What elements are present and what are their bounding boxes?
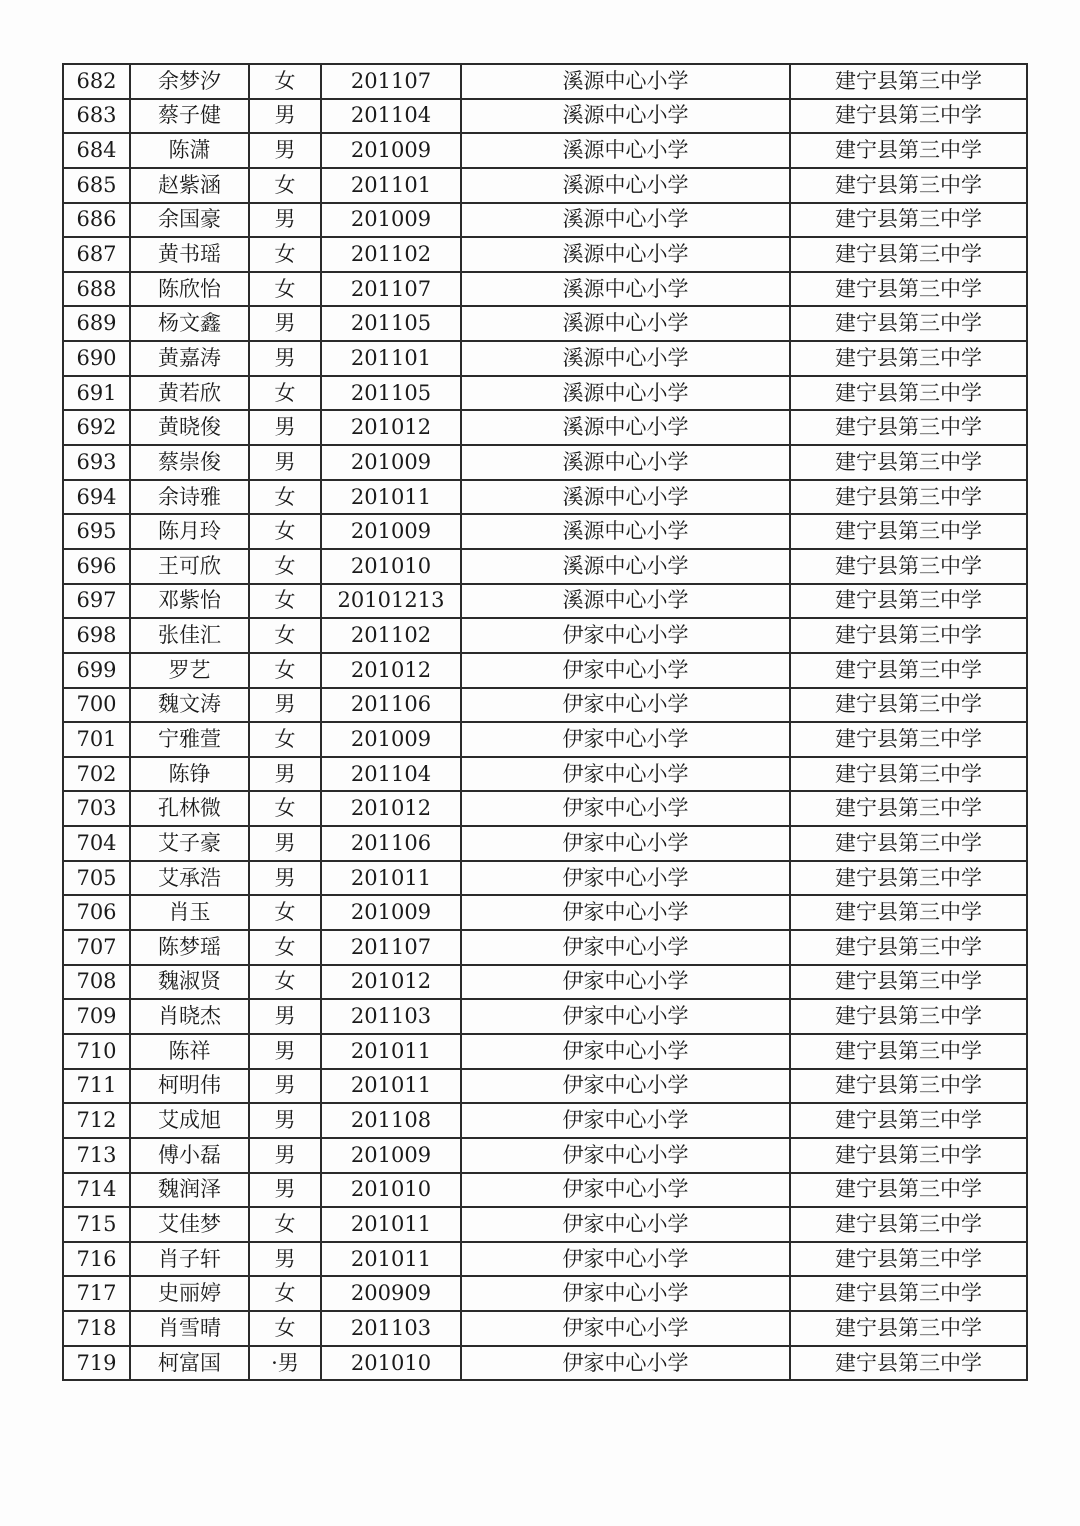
gender: 女 xyxy=(249,480,321,515)
assigned-middle-school: 建宁县第三中学 xyxy=(790,1173,1027,1208)
assigned-middle-school: 建宁县第三中学 xyxy=(790,480,1027,515)
student-name: 柯富国 xyxy=(130,1346,249,1381)
gender: 女 xyxy=(249,584,321,619)
student-name: 蔡崇俊 xyxy=(130,445,249,480)
assigned-middle-school: 建宁县第三中学 xyxy=(790,306,1027,341)
primary-school: 伊家中心小学 xyxy=(461,930,790,965)
primary-school: 溪源中心小学 xyxy=(461,410,790,445)
birth-date: 201108 xyxy=(321,1103,461,1138)
primary-school: 伊家中心小学 xyxy=(461,688,790,723)
birth-date: 201106 xyxy=(321,688,461,723)
assigned-middle-school: 建宁县第三中学 xyxy=(790,376,1027,411)
assigned-middle-school: 建宁县第三中学 xyxy=(790,757,1027,792)
gender: 女 xyxy=(249,1276,321,1311)
student-name: 余梦汐 xyxy=(130,64,249,99)
primary-school: 伊家中心小学 xyxy=(461,826,790,861)
assigned-middle-school: 建宁县第三中学 xyxy=(790,168,1027,203)
gender: 男 xyxy=(249,203,321,238)
assigned-middle-school: 建宁县第三中学 xyxy=(790,64,1027,99)
student-name: 黄晓俊 xyxy=(130,410,249,445)
row-number: 709 xyxy=(63,999,130,1034)
row-number: 699 xyxy=(63,653,130,688)
student-name: 艾佳梦 xyxy=(130,1207,249,1242)
student-name: 柯明伟 xyxy=(130,1069,249,1104)
row-number: 708 xyxy=(63,965,130,1000)
assigned-middle-school: 建宁县第三中学 xyxy=(790,1069,1027,1104)
assigned-middle-school: 建宁县第三中学 xyxy=(790,861,1027,896)
table-row xyxy=(63,791,1027,826)
primary-school: 溪源中心小学 xyxy=(461,306,790,341)
table-row xyxy=(63,480,1027,515)
table-row xyxy=(63,99,1027,134)
student-name: 杨文鑫 xyxy=(130,306,249,341)
row-number: 719 xyxy=(63,1346,130,1381)
gender: 女 xyxy=(249,965,321,1000)
primary-school: 溪源中心小学 xyxy=(461,584,790,619)
row-number: 701 xyxy=(63,722,130,757)
assigned-middle-school: 建宁县第三中学 xyxy=(790,99,1027,134)
student-name: 蔡子健 xyxy=(130,99,249,134)
birth-date: 201009 xyxy=(321,133,461,168)
row-number: 689 xyxy=(63,306,130,341)
table-row xyxy=(63,826,1027,861)
assigned-middle-school: 建宁县第三中学 xyxy=(790,722,1027,757)
primary-school: 溪源中心小学 xyxy=(461,272,790,307)
student-name: 傅小磊 xyxy=(130,1138,249,1173)
student-name: 张佳汇 xyxy=(130,618,249,653)
row-number: 684 xyxy=(63,133,130,168)
table-row xyxy=(63,549,1027,584)
assigned-middle-school: 建宁县第三中学 xyxy=(790,653,1027,688)
table-row xyxy=(63,1276,1027,1311)
primary-school: 伊家中心小学 xyxy=(461,1242,790,1277)
birth-date: 201011 xyxy=(321,1034,461,1069)
student-name: 王可欣 xyxy=(130,549,249,584)
row-number: 715 xyxy=(63,1207,130,1242)
assigned-middle-school: 建宁县第三中学 xyxy=(790,584,1027,619)
table-row xyxy=(63,306,1027,341)
gender: 男 xyxy=(249,306,321,341)
table-row xyxy=(63,445,1027,480)
table-row xyxy=(63,1173,1027,1208)
student-name: 陈潇 xyxy=(130,133,249,168)
row-number: 697 xyxy=(63,584,130,619)
gender: 男 xyxy=(249,1138,321,1173)
table-row xyxy=(63,410,1027,445)
primary-school: 溪源中心小学 xyxy=(461,514,790,549)
row-number: 717 xyxy=(63,1276,130,1311)
assigned-middle-school: 建宁县第三中学 xyxy=(790,791,1027,826)
gender: 女 xyxy=(249,376,321,411)
assigned-middle-school: 建宁县第三中学 xyxy=(790,514,1027,549)
primary-school: 溪源中心小学 xyxy=(461,64,790,99)
student-name: 罗艺 xyxy=(130,653,249,688)
assigned-middle-school: 建宁县第三中学 xyxy=(790,1103,1027,1138)
table-row xyxy=(63,64,1027,99)
student-roster-table xyxy=(62,63,1028,1381)
primary-school: 溪源中心小学 xyxy=(461,133,790,168)
table-row xyxy=(63,757,1027,792)
student-name: 宁雅萱 xyxy=(130,722,249,757)
row-number: 682 xyxy=(63,64,130,99)
assigned-middle-school: 建宁县第三中学 xyxy=(790,133,1027,168)
student-name: 魏文涛 xyxy=(130,688,249,723)
birth-date: 201105 xyxy=(321,376,461,411)
assigned-middle-school: 建宁县第三中学 xyxy=(790,1138,1027,1173)
table-row xyxy=(63,965,1027,1000)
assigned-middle-school: 建宁县第三中学 xyxy=(790,1346,1027,1381)
student-name: 余国豪 xyxy=(130,203,249,238)
birth-date: 201009 xyxy=(321,722,461,757)
gender: 女 xyxy=(249,895,321,930)
table-row xyxy=(63,930,1027,965)
row-number: 712 xyxy=(63,1103,130,1138)
table-row xyxy=(63,999,1027,1034)
primary-school: 伊家中心小学 xyxy=(461,791,790,826)
birth-date: 201103 xyxy=(321,1311,461,1346)
row-number: 713 xyxy=(63,1138,130,1173)
student-name: 肖晓杰 xyxy=(130,999,249,1034)
gender: 女 xyxy=(249,272,321,307)
gender: 男 xyxy=(249,445,321,480)
table-row xyxy=(63,1069,1027,1104)
assigned-middle-school: 建宁县第三中学 xyxy=(790,930,1027,965)
birth-date: 201104 xyxy=(321,757,461,792)
assigned-middle-school: 建宁县第三中学 xyxy=(790,445,1027,480)
primary-school: 伊家中心小学 xyxy=(461,1173,790,1208)
birth-date: 201009 xyxy=(321,514,461,549)
row-number: 694 xyxy=(63,480,130,515)
gender: 女 xyxy=(249,514,321,549)
gender: 女 xyxy=(249,1311,321,1346)
student-name: 肖雪晴 xyxy=(130,1311,249,1346)
birth-date: 201009 xyxy=(321,895,461,930)
row-number: 692 xyxy=(63,410,130,445)
gender: 男 xyxy=(249,688,321,723)
primary-school: 伊家中心小学 xyxy=(461,757,790,792)
birth-date: 201107 xyxy=(321,930,461,965)
row-number: 688 xyxy=(63,272,130,307)
gender: 女 xyxy=(249,791,321,826)
table-row xyxy=(63,341,1027,376)
primary-school: 伊家中心小学 xyxy=(461,618,790,653)
gender: 男 xyxy=(249,1103,321,1138)
primary-school: 伊家中心小学 xyxy=(461,1346,790,1381)
primary-school: 伊家中心小学 xyxy=(461,1034,790,1069)
student-name: 艾承浩 xyxy=(130,861,249,896)
birth-date: 200909 xyxy=(321,1276,461,1311)
student-name: 陈祥 xyxy=(130,1034,249,1069)
table-row xyxy=(63,653,1027,688)
primary-school: 伊家中心小学 xyxy=(461,722,790,757)
birth-date: 201012 xyxy=(321,965,461,1000)
assigned-middle-school: 建宁县第三中学 xyxy=(790,272,1027,307)
birth-date: 201012 xyxy=(321,653,461,688)
assigned-middle-school: 建宁县第三中学 xyxy=(790,1034,1027,1069)
birth-date: 201010 xyxy=(321,549,461,584)
gender: ·男 xyxy=(249,1346,321,1381)
gender: 男 xyxy=(249,410,321,445)
birth-date: 201009 xyxy=(321,203,461,238)
row-number: 710 xyxy=(63,1034,130,1069)
student-name: 史丽婷 xyxy=(130,1276,249,1311)
student-name: 赵紫涵 xyxy=(130,168,249,203)
student-name: 黄嘉涛 xyxy=(130,341,249,376)
row-number: 700 xyxy=(63,688,130,723)
gender: 男 xyxy=(249,133,321,168)
student-name: 陈欣怡 xyxy=(130,272,249,307)
primary-school: 溪源中心小学 xyxy=(461,203,790,238)
primary-school: 溪源中心小学 xyxy=(461,376,790,411)
primary-school: 伊家中心小学 xyxy=(461,1069,790,1104)
row-number: 707 xyxy=(63,930,130,965)
student-name: 魏润泽 xyxy=(130,1173,249,1208)
row-number: 696 xyxy=(63,549,130,584)
row-number: 698 xyxy=(63,618,130,653)
birth-date: 201101 xyxy=(321,341,461,376)
primary-school: 溪源中心小学 xyxy=(461,480,790,515)
student-name: 黄书瑶 xyxy=(130,237,249,272)
table-row xyxy=(63,376,1027,411)
primary-school: 伊家中心小学 xyxy=(461,1207,790,1242)
student-name: 艾子豪 xyxy=(130,826,249,861)
table-row xyxy=(63,1242,1027,1277)
gender: 男 xyxy=(249,99,321,134)
gender: 男 xyxy=(249,1242,321,1277)
table-row xyxy=(63,237,1027,272)
primary-school: 溪源中心小学 xyxy=(461,237,790,272)
birth-date: 201107 xyxy=(321,64,461,99)
gender: 男 xyxy=(249,999,321,1034)
primary-school: 溪源中心小学 xyxy=(461,445,790,480)
birth-date: 201011 xyxy=(321,1207,461,1242)
primary-school: 伊家中心小学 xyxy=(461,1311,790,1346)
primary-school: 伊家中心小学 xyxy=(461,1138,790,1173)
student-name: 孔林微 xyxy=(130,791,249,826)
row-number: 711 xyxy=(63,1069,130,1104)
primary-school: 伊家中心小学 xyxy=(461,861,790,896)
assigned-middle-school: 建宁县第三中学 xyxy=(790,999,1027,1034)
assigned-middle-school: 建宁县第三中学 xyxy=(790,1276,1027,1311)
gender: 男 xyxy=(249,1173,321,1208)
assigned-middle-school: 建宁县第三中学 xyxy=(790,1207,1027,1242)
table-row xyxy=(63,895,1027,930)
student-name: 黄若欣 xyxy=(130,376,249,411)
row-number: 693 xyxy=(63,445,130,480)
primary-school: 伊家中心小学 xyxy=(461,653,790,688)
birth-date: 20101213 xyxy=(321,584,461,619)
gender: 女 xyxy=(249,653,321,688)
primary-school: 伊家中心小学 xyxy=(461,965,790,1000)
primary-school: 溪源中心小学 xyxy=(461,549,790,584)
table-row xyxy=(63,688,1027,723)
gender: 女 xyxy=(249,64,321,99)
table-row xyxy=(63,861,1027,896)
birth-date: 201011 xyxy=(321,1069,461,1104)
student-name: 余诗雅 xyxy=(130,480,249,515)
birth-date: 201104 xyxy=(321,99,461,134)
gender: 男 xyxy=(249,1034,321,1069)
birth-date: 201011 xyxy=(321,861,461,896)
birth-date: 201102 xyxy=(321,237,461,272)
student-name: 陈梦瑶 xyxy=(130,930,249,965)
birth-date: 201009 xyxy=(321,1138,461,1173)
row-number: 716 xyxy=(63,1242,130,1277)
table-row xyxy=(63,203,1027,238)
table-row xyxy=(63,1034,1027,1069)
assigned-middle-school: 建宁县第三中学 xyxy=(790,895,1027,930)
row-number: 695 xyxy=(63,514,130,549)
gender: 女 xyxy=(249,168,321,203)
table-row xyxy=(63,1103,1027,1138)
assigned-middle-school: 建宁县第三中学 xyxy=(790,237,1027,272)
birth-date: 201102 xyxy=(321,618,461,653)
birth-date: 201010 xyxy=(321,1173,461,1208)
student-name: 邓紫怡 xyxy=(130,584,249,619)
gender: 男 xyxy=(249,1069,321,1104)
primary-school: 溪源中心小学 xyxy=(461,99,790,134)
row-number: 687 xyxy=(63,237,130,272)
primary-school: 伊家中心小学 xyxy=(461,999,790,1034)
gender: 女 xyxy=(249,1207,321,1242)
row-number: 718 xyxy=(63,1311,130,1346)
primary-school: 伊家中心小学 xyxy=(461,1276,790,1311)
assigned-middle-school: 建宁县第三中学 xyxy=(790,1311,1027,1346)
birth-date: 201106 xyxy=(321,826,461,861)
table-row xyxy=(63,514,1027,549)
student-name: 陈月玲 xyxy=(130,514,249,549)
gender: 男 xyxy=(249,341,321,376)
birth-date: 201105 xyxy=(321,306,461,341)
primary-school: 溪源中心小学 xyxy=(461,341,790,376)
gender: 女 xyxy=(249,618,321,653)
roster-body xyxy=(63,64,1027,1380)
primary-school: 伊家中心小学 xyxy=(461,1103,790,1138)
assigned-middle-school: 建宁县第三中学 xyxy=(790,203,1027,238)
table-row xyxy=(63,722,1027,757)
assigned-middle-school: 建宁县第三中学 xyxy=(790,410,1027,445)
student-name: 肖玉 xyxy=(130,895,249,930)
assigned-middle-school: 建宁县第三中学 xyxy=(790,1242,1027,1277)
row-number: 714 xyxy=(63,1173,130,1208)
birth-date: 201012 xyxy=(321,791,461,826)
row-number: 705 xyxy=(63,861,130,896)
table-row xyxy=(63,168,1027,203)
row-number: 690 xyxy=(63,341,130,376)
student-name: 肖子轩 xyxy=(130,1242,249,1277)
assigned-middle-school: 建宁县第三中学 xyxy=(790,826,1027,861)
row-number: 702 xyxy=(63,757,130,792)
gender: 男 xyxy=(249,861,321,896)
row-number: 703 xyxy=(63,791,130,826)
table-row xyxy=(63,133,1027,168)
birth-date: 201103 xyxy=(321,999,461,1034)
assigned-middle-school: 建宁县第三中学 xyxy=(790,688,1027,723)
gender: 女 xyxy=(249,549,321,584)
gender: 男 xyxy=(249,826,321,861)
birth-date: 201010 xyxy=(321,1346,461,1381)
birth-date: 201012 xyxy=(321,410,461,445)
birth-date: 201009 xyxy=(321,445,461,480)
gender: 女 xyxy=(249,722,321,757)
assigned-middle-school: 建宁县第三中学 xyxy=(790,341,1027,376)
row-number: 706 xyxy=(63,895,130,930)
gender: 男 xyxy=(249,757,321,792)
table-row xyxy=(63,618,1027,653)
row-number: 686 xyxy=(63,203,130,238)
row-number: 691 xyxy=(63,376,130,411)
birth-date: 201011 xyxy=(321,1242,461,1277)
student-name: 魏淑贤 xyxy=(130,965,249,1000)
table-row xyxy=(63,1138,1027,1173)
row-number: 704 xyxy=(63,826,130,861)
birth-date: 201011 xyxy=(321,480,461,515)
row-number: 683 xyxy=(63,99,130,134)
gender: 女 xyxy=(249,930,321,965)
birth-date: 201101 xyxy=(321,168,461,203)
table-row xyxy=(63,1311,1027,1346)
row-number: 685 xyxy=(63,168,130,203)
table-row xyxy=(63,1207,1027,1242)
student-name: 陈铮 xyxy=(130,757,249,792)
table-row xyxy=(63,1346,1027,1381)
assigned-middle-school: 建宁县第三中学 xyxy=(790,549,1027,584)
assigned-middle-school: 建宁县第三中学 xyxy=(790,965,1027,1000)
table-row xyxy=(63,584,1027,619)
gender: 女 xyxy=(249,237,321,272)
student-name: 艾成旭 xyxy=(130,1103,249,1138)
assigned-middle-school: 建宁县第三中学 xyxy=(790,618,1027,653)
birth-date: 201107 xyxy=(321,272,461,307)
primary-school: 伊家中心小学 xyxy=(461,895,790,930)
table-row xyxy=(63,272,1027,307)
primary-school: 溪源中心小学 xyxy=(461,168,790,203)
